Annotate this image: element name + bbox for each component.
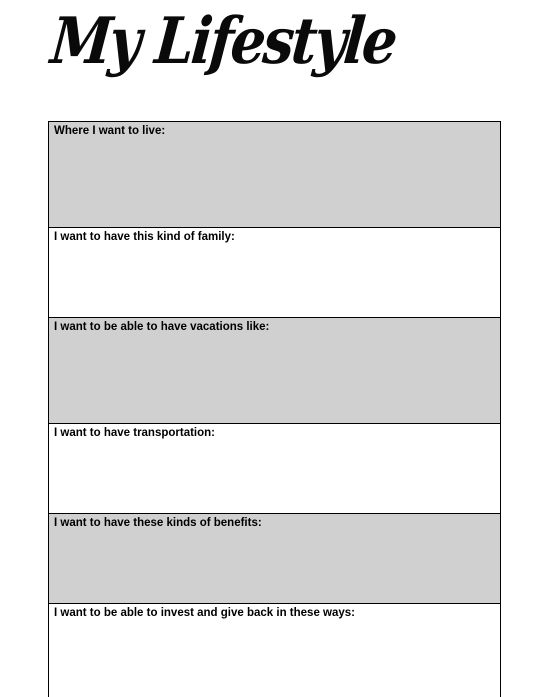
section-label: I want to have transportation: xyxy=(54,427,216,439)
page-title: My Lifestyle xyxy=(47,4,399,79)
section-label: I want to be able to have vacations like: xyxy=(54,321,270,333)
section-transportation[interactable] xyxy=(49,424,500,514)
section-benefits[interactable] xyxy=(49,514,500,604)
section-invest-give-back[interactable] xyxy=(49,604,500,697)
section-vacations[interactable] xyxy=(49,318,500,424)
section-label: Where I want to live: xyxy=(54,125,166,137)
section-label: I want to have this kind of family: xyxy=(54,231,235,243)
section-where-to-live[interactable] xyxy=(49,122,500,228)
lifestyle-table xyxy=(48,121,501,697)
section-label: I want to have these kinds of benefits: xyxy=(54,517,262,529)
section-family[interactable] xyxy=(49,228,500,318)
section-label: I want to be able to invest and give back in these ways: xyxy=(54,607,355,619)
